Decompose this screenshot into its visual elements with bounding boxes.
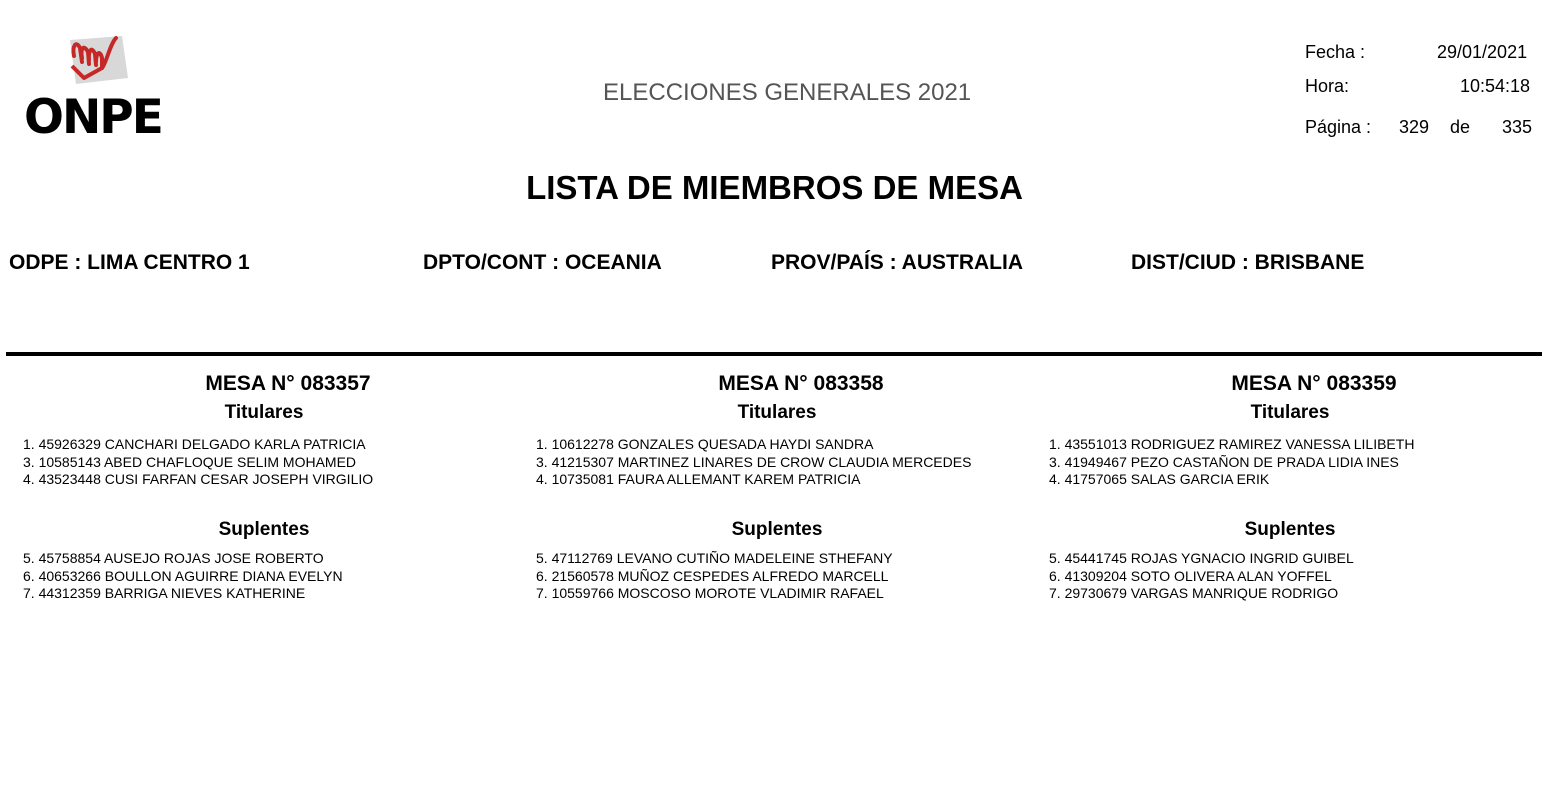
page-title: LISTA DE MIEMBROS DE MESA [526, 169, 1023, 206]
suplentes-list [536, 550, 893, 603]
member-row: 4. 10735081 FAURA ALLEMANT KAREM PATRICIA [536, 471, 861, 487]
member-row: 7. 10559766 MOSCOSO MOROTE VLADIMIR RAFAEL [536, 585, 884, 601]
dpto-field: DPTO/CONT : OCEANIA [423, 251, 662, 274]
total-paginas: 335 [1502, 117, 1533, 137]
election-title: ELECCIONES GENERALES 2021 [603, 79, 972, 106]
hora-value: 10:54:18 [1460, 76, 1531, 96]
titulares-list [23, 436, 373, 489]
member-row: 6. 21560578 MUÑOZ CESPEDES ALFREDO MARCELL [536, 567, 889, 584]
titulares-heading: Titulares [737, 402, 817, 423]
member-row: 1. 10612278 GONZALES QUESADA HAYDI SANDRA [536, 436, 874, 452]
member-row: 6. 41309204 SOTO OLIVERA ALAN YOFFEL [1049, 567, 1332, 584]
member-row: 1. 45926329 CANCHARI DELGADO KARLA PATRICIA [23, 436, 366, 452]
member-row: 5. 47112769 LEVANO CUTIÑO MADELEINE STHEFANY [536, 550, 893, 566]
logo-text: ONPE [24, 90, 162, 145]
member-row: 5. 45441745 ROJAS YGNACIO INGRID GUIBEL [1049, 550, 1354, 566]
suplentes-heading: Suplentes [1244, 519, 1336, 540]
member-row: 7. 44312359 BARRIGA NIEVES KATHERINE [23, 585, 306, 601]
member-row: 3. 10585143 ABED CHAFLOQUE SELIM MOHAMED [23, 453, 357, 470]
mesa-title: MESA N° 083357 [205, 372, 371, 395]
hora-label: Hora: [1305, 76, 1350, 96]
pagina-label: Página : [1305, 117, 1372, 137]
suplentes-list [23, 550, 343, 603]
fecha-value: 29/01/2021 [1437, 42, 1528, 62]
divider [6, 352, 1542, 356]
member-row: 1. 43551013 RODRIGUEZ RAMIREZ VANESSA LILIBETH [1049, 436, 1415, 452]
member-row: 5. 45758854 AUSEJO ROJAS JOSE ROBERTO [23, 550, 324, 566]
odpe-field: ODPE : LIMA CENTRO 1 [9, 251, 250, 274]
titulares-list [536, 436, 971, 489]
suplentes-list [1049, 550, 1354, 603]
pagina-value: 329 [1399, 117, 1430, 137]
suplentes-heading: Suplentes [731, 519, 823, 540]
titulares-heading: Titulares [224, 402, 304, 423]
dist-field: DIST/CIUD : BRISBANE [1131, 251, 1365, 274]
titulares-list [1049, 436, 1414, 489]
member-row: 7. 29730679 VARGAS MANRIQUE RODRIGO [1049, 585, 1339, 601]
member-row: 4. 41757065 SALAS GARCIA ERIK [1049, 471, 1270, 487]
onpe-logo [22, 34, 177, 149]
titulares-heading: Titulares [1250, 402, 1330, 423]
prov-field: PROV/PAÍS : AUSTRALIA [771, 251, 1024, 274]
suplentes-heading: Suplentes [218, 519, 310, 540]
de-label: de [1450, 117, 1471, 137]
member-row: 6. 40653266 BOULLON AGUIRRE DIANA EVELYN [23, 567, 343, 584]
member-row: 3. 41215307 MARTINEZ LINARES DE CROW CLAUDIA MERCEDES [536, 453, 972, 470]
member-row: 3. 41949467 PEZO CASTAÑON DE PRADA LIDIA INES [1049, 453, 1399, 470]
mesa-title: MESA N° 083359 [1231, 372, 1397, 395]
mesa-title: MESA N° 083358 [718, 372, 884, 395]
fecha-label: Fecha : [1305, 42, 1366, 62]
member-row: 4. 43523448 CUSI FARFAN CESAR JOSEPH VIRGILIO [23, 471, 374, 487]
